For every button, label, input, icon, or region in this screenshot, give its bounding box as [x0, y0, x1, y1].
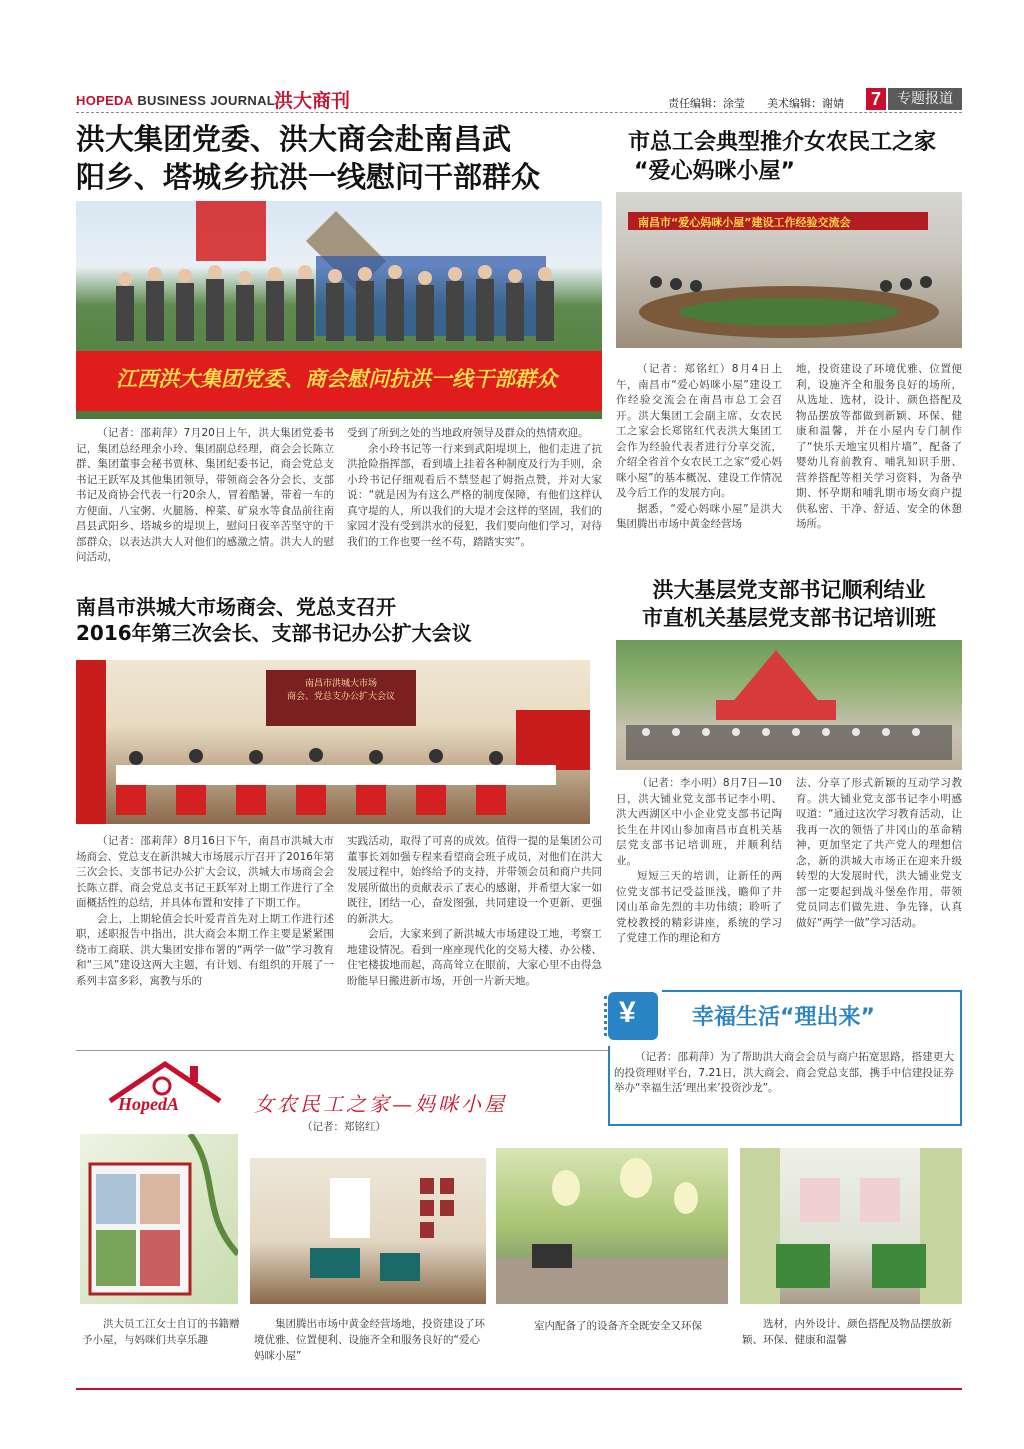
article3-title: 南昌市洪城大市场商会、党总支召开 2016年第三次会长、支部书记办公扩大会议 [76, 595, 472, 645]
gallery-photo-3 [496, 1148, 728, 1304]
article1-col2: 受到了所到之处的当地政府领导及群众的热情欢迎。 余小玲书记等一行来到武阳堤坝上，他们走进了抗洪抢险指挥部，看到墙上挂着各种制度及行为手则，余小玲书记仔细观看后不禁竖起了姆指点赞，并对大家说：“就是因为有这么严格的制度保障，有他们这样认真守堤的人，所以我们的大堤才会这样的坚固，我们的家园才没有受到洪水的侵犯，我们要向他们学习，对待我们的工作也要一丝不苟，踏踏实实”。 [347, 427, 602, 548]
masthead-divider [76, 112, 962, 113]
section-label: 专题报道 [888, 88, 962, 110]
finance-icon-wrap [602, 986, 662, 1046]
gallery-photo-4 [740, 1148, 962, 1304]
article2-title: 市总工会典型推介女农民工之家 “爱心妈咪小屋” [628, 130, 937, 184]
article3-col2: 实践活动，取得了可喜的成效。值得一提的是集团公司董事长刘如强专程来看望商会班子成员，对他们在洪大发展过程中，始终给予的支持，并带领会员和商户共同发展所做出的贡献表示了衷心的感谢，并希望大家一如既往，团结一心，奋发图强，共同建设一个更新、更强的新洪大。 会后，大家来到了新洪城大市场建设工地，考察工地建设情况。看到一座座现代化的交易大楼、办公楼、住宅楼拔地而起，高高耸立在眼前，大家心里不由得急盼能早日搬进新市场，开创一片新天地。 [347, 835, 602, 987]
masthead-english: HOPEDA BUSINESS JOURNAL [76, 93, 276, 108]
logo-text: HopedA [118, 1094, 179, 1114]
gallery-caption-2: 集团腾出市场中黄金经营场地，投资建设了环境优雅、位置便利、设施齐全和服务良好的“爱心妈咪小屋” [254, 1318, 485, 1362]
gallery-caption-4: 选材，内外设计、颜色搭配及物品摆放新颖、环保、健康和温馨 [742, 1318, 952, 1346]
article4-photo [616, 640, 962, 770]
yen-glyph: ¥ [619, 996, 636, 1029]
article3-banner-text: 南昌市洪城大市场 商会、党总支办公扩大会议 [286, 679, 395, 702]
gallery-caption-1: 洪大员工江女士自订的书籍赠予小屋，与妈咪们共享乐趣 [82, 1318, 240, 1346]
gallery-photo-3-illustration [496, 1148, 728, 1304]
masthead-chinese: 洪大商刊 [274, 90, 351, 112]
gallery-photo-2-illustration [250, 1148, 486, 1304]
article3-photo [76, 660, 590, 824]
article1-col1: （记者：邵莉萍）7月20日上午，洪大集团党委书记，集团总经理余小玲、集团副总经理，商会会长陈立群、集团董事会秘书贾林、集团纪委书记，商会党总支书记王跃军及其他集团领导，带领商会各分会长、支部书记及商协会代表一行20余人，冒着酷暑，带着一车的方便面、八宝粥、火腿肠、榨菜、矿泉水等食品前往南昌县武阳乡、塔城乡的堤坝上，慰问日夜辛苦坚守的干部群众，以表达洪大人对他们的感激之情。洪大人的慰问活动， [76, 427, 334, 563]
article3-col1: （记者：邵莉萍）8月16日下午，南昌市洪城大市场商会、党总支在新洪城大市场展示厅召开了2016年第三次会长、支部书记办公扩大会议，洪城大市场商会会长陈立群、商会党总支书记王跃军对上期工作进行了全面概括性的总结，并具体布置和安排了下期工作。 会上，上期轮值会长叶爱青首先对上期工作进行述职，述职报告中指出，洪大商会本期工作主要是紧紧围绕市工商联、洪大集团安排布署的“两学一做”学习教育和“三风”建设这两大主题，有计划、有组织的开展了一系列丰富多彩，寓教与乐的 [76, 835, 334, 987]
article1-title: 洪大集团党委、洪大商会赴南昌武 阳乡、塔城乡抗洪一线慰问干部群众 [76, 122, 541, 194]
gallery-photo-1-illustration [80, 1134, 238, 1304]
gallery-photo-1 [80, 1134, 238, 1304]
article3-photo-illustration [76, 660, 590, 824]
gallery-reporter: （记者：郑铭红） [302, 1121, 386, 1133]
footer-rule [76, 1388, 962, 1390]
hopeda-logo [100, 1056, 230, 1116]
article1-photo [76, 201, 602, 419]
article2-col1: （记者：郑铭红）8月4日上午，南昌市“爱心妈咪小屋”建设工作经验交流会在南昌市总工会召开。洪大集团工会副主席、女农民工之家会长郑铭红代表洪大集团工会作为经验代表者进行分享交流，介绍全省首个女农民工之家“爱心妈咪小屋”的基本概况、建设工作情况及今后工作的发展方向。 据悉，“爱心妈咪小屋”是洪大集团腾出市场中黄金经营场 [616, 363, 782, 530]
article4-title: 洪大基层党支部书记顺利结业 市直机关基层党支部书记培训班 [642, 578, 936, 630]
article2-photo-illustration [616, 192, 962, 348]
article1-banner-text: 江西洪大集团党委、商会慰问抗洪一线干部群众 [116, 367, 557, 391]
spiral-icon [604, 996, 615, 1036]
gallery-heading: 女农民工之家—妈咪小屋 [254, 1092, 507, 1116]
gallery-divider [76, 1050, 608, 1051]
gallery-caption-3: 室内配备了的设备齐全既安全又环保 [534, 1320, 702, 1332]
article2-banner-text: 南昌市“爱心妈咪小屋”建设工作经验交流会 [638, 216, 851, 229]
article4-photo-illustration [616, 640, 962, 770]
article2-photo [616, 192, 962, 348]
page-number: 7 [866, 88, 886, 110]
article4-col1: （记者：李小明）8月7日—10日，洪大铺业党支部书记李小明、洪大西湖区中小企业党支部书记陶长生在井冈山参加南昌市直机关基层党支部书记培训班，并顺利结业。 短短三天的培训，让新任的两位党支部书记受益匪浅，瞻仰了井冈山革命先烈的丰功伟绩；聆听了党校教授的精彩讲座，系统的学习了党建工作的理论和方 [616, 777, 782, 944]
finance-title: 幸福生活“理出来” [692, 1005, 875, 1030]
finance-text: （记者：邵莉萍）为了帮助洪大商会会员与商户拓宽思路，搭建更大的投资理财平台，7.21日，洪大商会、商会党总支部，携手中信建投证券举办“幸福生活‘理出来’投资沙龙”。 [614, 1051, 954, 1094]
gallery-photo-4-illustration [740, 1148, 962, 1304]
gallery-photo-2 [250, 1148, 486, 1304]
editors-line: 责任编辑：涂莹 美术编辑：谢婧 [668, 97, 844, 110]
article2-col2: 地，投资建设了环境优雅、位置便利，设施齐全和服务良好的场所，从选址、选材，设计、颜色搭配及物品摆放等都做到新颖、环保、健康和温馨，并在小屋内专门制作了“快乐天地宝贝相片墙”，配备了婴幼儿育前教育、哺乳知识手册、营养搭配等相关学习资料，为备孕期、怀孕期和哺乳期市场女商户提供私密、干净、舒适、安全的休憩场所。 [796, 363, 962, 530]
article4-col2: 法、分享了形式新颖的互动学习教育。洪大铺业党支部书记李小明感叹道：“通过这次学习教育活动，让我再一次的领悟了井冈山的革命精神，更加坚定了共产党人的理想信念，新的洪城大市场正在迎来升级转型的大发展时代，洪大铺业党支部一定要起到战斗堡垒作用，带领党员同志们做先进、争先锋，认真做好“两学一做”学习活动。 [796, 777, 962, 929]
